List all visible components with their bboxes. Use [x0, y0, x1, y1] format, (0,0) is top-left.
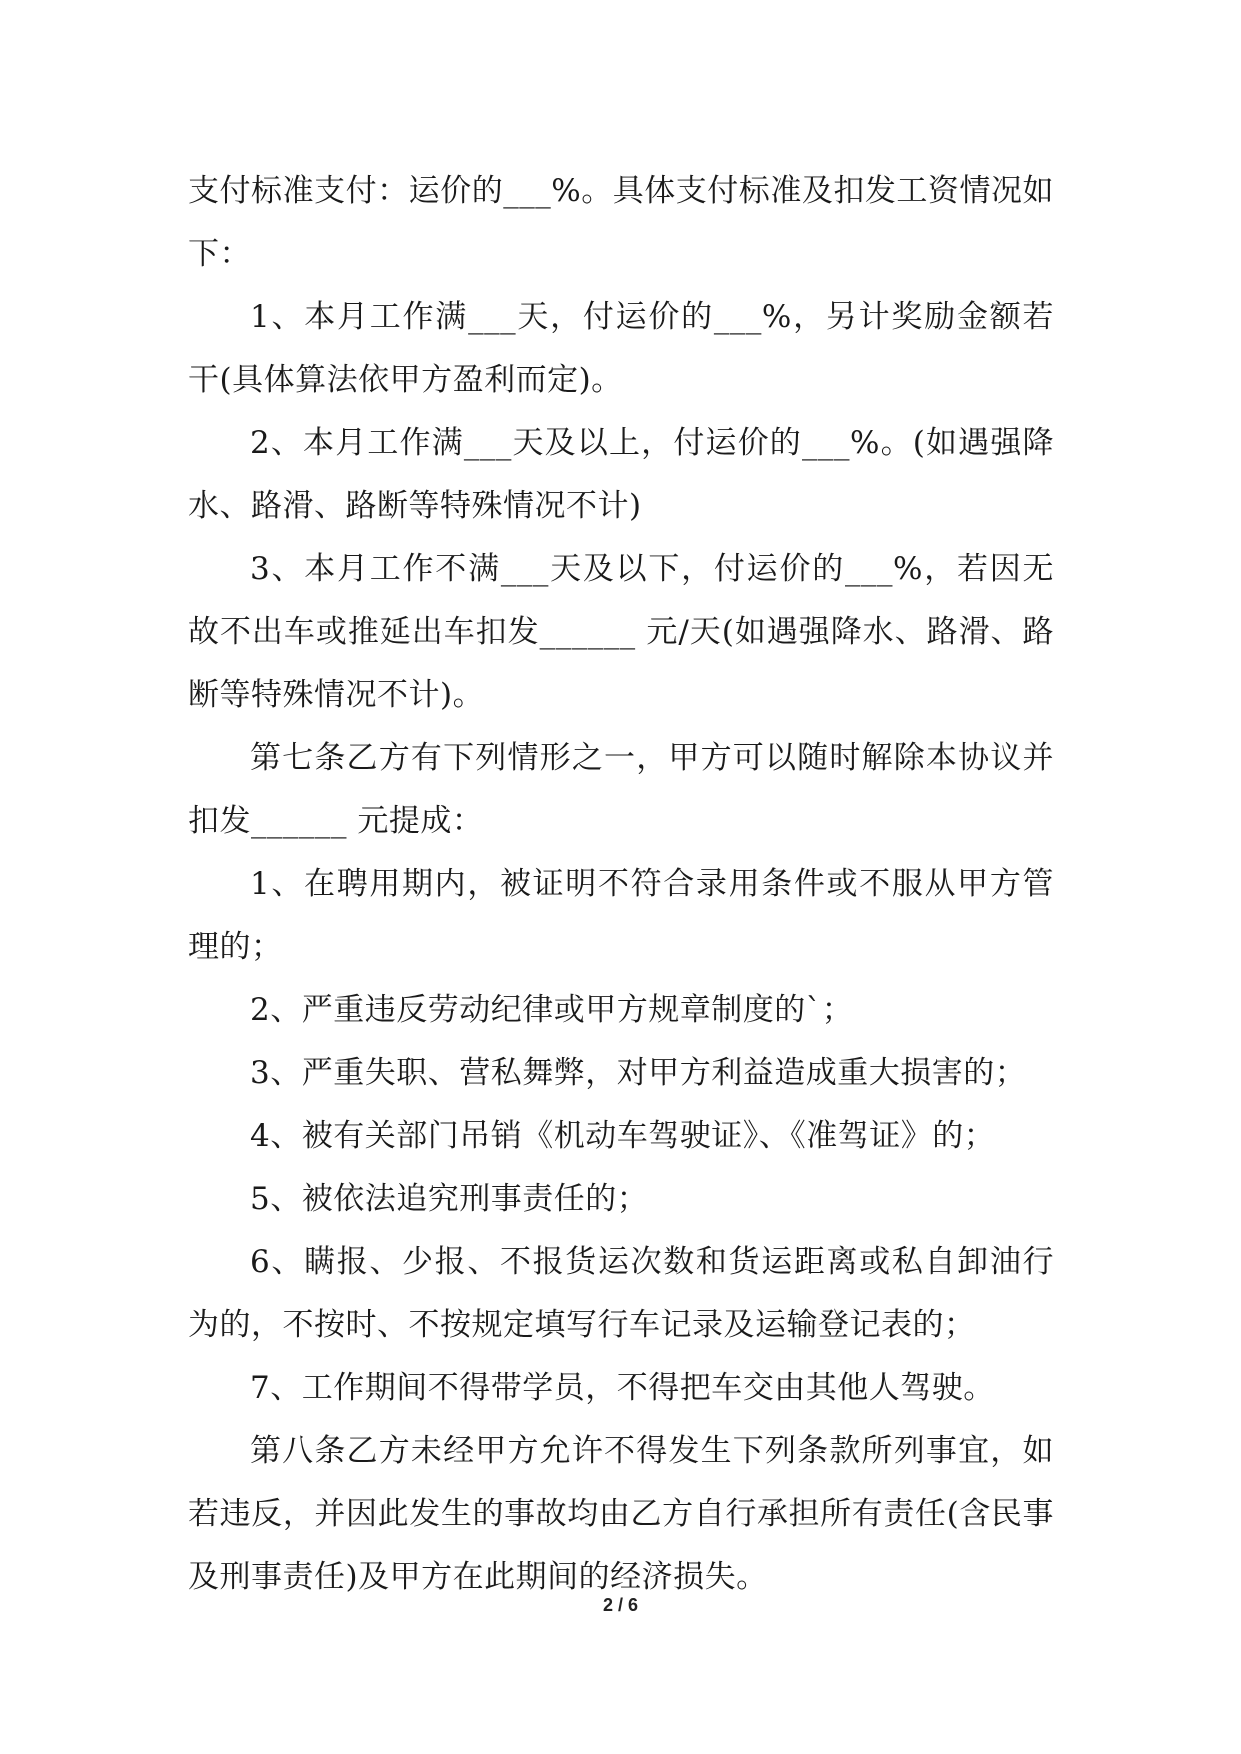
paragraph-article-7-item-5: 5、被依法追究刑事责任的；	[250, 1181, 649, 1217]
paragraph-article-7: 第七条乙方有下列情形之一，甲方可以随时解除本协议并扣发______ 元提成：	[188, 740, 1054, 839]
paragraph-article-7-item-2: 2、严重违反劳动纪律或甲方规章制度的`；	[250, 992, 854, 1028]
paragraph-article-7-item-4: 4、被有关部门吊销《机动车驾驶证》、《准驾证》的；	[250, 1118, 996, 1154]
document-body	[188, 160, 1054, 1609]
paragraph-payment-standard: 支付标准支付：运价的___%。具体支付标准及扣发工资情况如下：	[188, 173, 1054, 272]
paragraph-article-7-item-7: 7、工作期间不得带学员，不得把车交由其他人驾驶。	[250, 1370, 995, 1406]
paragraph-item-2: 2、本月工作满___天及以上，付运价的___%。(如遇强降水、路滑、路断等特殊情况不计)	[188, 425, 1054, 524]
paragraph-item-3: 3、本月工作不满___天及以下，付运价的___%，若因无故不出车或推延出车扣发______ 元/天(如遇强降水、路滑、路断等特殊情况不计)。	[188, 551, 1054, 713]
paragraph-article-7-item-1: 1、在聘用期内，被证明不符合录用条件或不服从甲方管理的；	[188, 866, 1054, 965]
paragraph-item-1: 1、本月工作满___天，付运价的___%，另计奖励金额若干(具体算法依甲方盈利而定)。	[188, 299, 1054, 398]
paragraph-article-8: 第八条乙方未经甲方允许不得发生下列条款所列事宜，如若违反，并因此发生的事故均由乙方自行承担所有责任(含民事及刑事责任)及甲方在此期间的经济损失。	[188, 1433, 1054, 1595]
page-number: 2 / 6	[602, 1595, 639, 1615]
paragraph-article-7-item-6: 6、瞒报、少报、不报货运次数和货运距离或私自卸油行为的，不按时、不按规定填写行车记录及运输登记表的；	[188, 1244, 1054, 1343]
paragraph-article-7-item-3: 3、严重失职、营私舞弊，对甲方利益造成重大损害的；	[250, 1055, 1027, 1091]
